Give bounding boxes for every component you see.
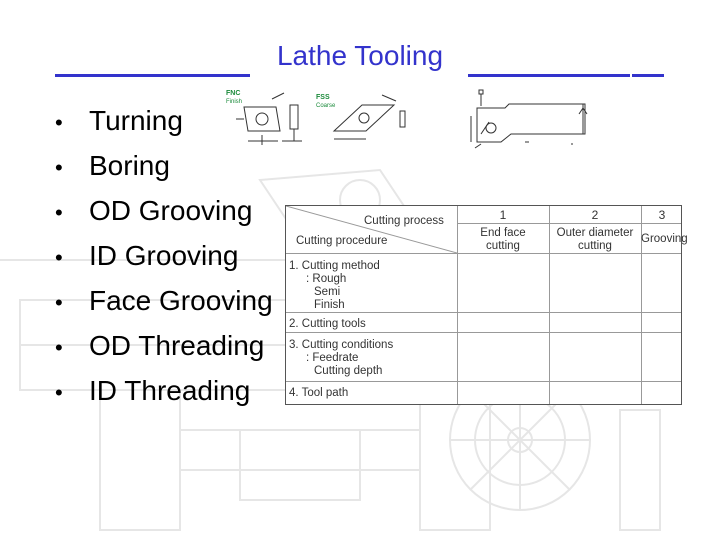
bullet-text: OD Threading — [89, 330, 265, 361]
bullet-item — [55, 280, 273, 325]
table-hline — [286, 381, 681, 382]
title-rule-right-end — [632, 74, 664, 77]
bullet-dot: • — [55, 380, 63, 405]
bullet-text: OD Grooving — [89, 195, 253, 226]
insert2-code: FSS — [316, 94, 330, 101]
row-sublabel: : Rough — [306, 273, 347, 285]
bullet-text: Turning — [89, 105, 183, 136]
row-label: 1. Cutting method — [289, 260, 380, 272]
slide-title: Lathe Tooling — [276, 40, 444, 71]
column-label: End face cutting — [480, 227, 526, 252]
bullet-text: ID Grooving — [89, 240, 239, 271]
bullet-text: ID Threading — [89, 375, 251, 406]
column-number: 1 — [499, 208, 507, 222]
bullet-item — [55, 235, 273, 280]
bullet-dot: • — [55, 200, 63, 225]
row-sublabel: Semi — [314, 286, 341, 298]
row-label: 4. Tool path — [289, 387, 349, 399]
cutting-process-table — [285, 205, 688, 405]
bullet-dot: • — [55, 110, 63, 135]
bullet-item — [55, 370, 273, 415]
insert1-code: FNC — [226, 90, 241, 97]
bullet-dot: • — [55, 335, 63, 360]
column-label: Grooving — [641, 233, 688, 245]
insert1-sub: Finish — [226, 99, 243, 105]
insert2-sub: Coarse — [316, 103, 336, 109]
table-hline — [457, 223, 681, 224]
table-hline — [286, 312, 681, 313]
column-number: 2 — [591, 208, 599, 222]
bullet-item — [55, 325, 273, 370]
fss-insert-diagram — [312, 85, 412, 147]
bullet-item — [55, 190, 273, 235]
bullet-item — [55, 145, 273, 190]
title-rule-right — [468, 74, 630, 77]
title-rule-left — [55, 74, 250, 77]
header-cutting-procedure: Cutting procedure — [296, 235, 388, 247]
table-vline — [457, 206, 458, 404]
bullet-text: Boring — [89, 150, 170, 181]
header-cutting-process: Cutting process — [364, 215, 444, 227]
row-sublabel: Finish — [314, 299, 345, 311]
column-number: 3 — [658, 208, 666, 222]
row-sublabel: : Feedrate — [306, 352, 359, 364]
tool-holder-diagram — [455, 86, 595, 152]
row-sublabel: Cutting depth — [314, 365, 383, 377]
bullet-dot: • — [55, 290, 63, 315]
bullet-text: Face Grooving — [89, 285, 273, 316]
column-label: Outer diameter cutting — [556, 227, 634, 252]
table-hline — [286, 332, 681, 333]
bullet-dot: • — [55, 155, 63, 180]
bullet-dot: • — [55, 245, 63, 270]
row-label: 2. Cutting tools — [289, 318, 366, 330]
table-hline — [286, 253, 681, 254]
row-label: 3. Cutting conditions — [289, 339, 394, 351]
fnc-insert-diagram — [222, 85, 308, 151]
